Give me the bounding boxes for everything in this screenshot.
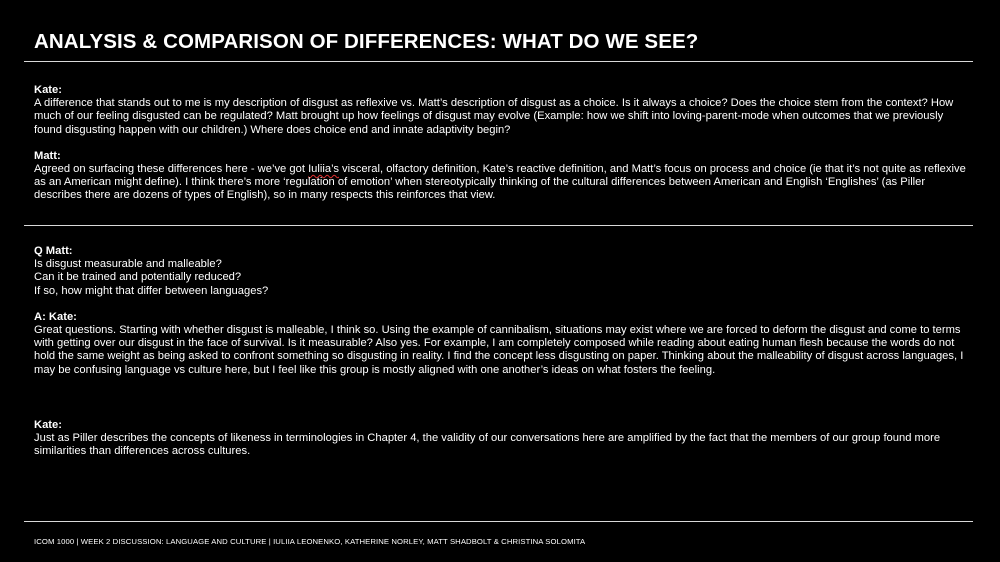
- matt-paragraph: Agreed on surfacing these differences here - we’ve got Iuliia’s visceral, olfactory definition, Kate’s reactive definition, and Matt’s focus on process and choice (ie that it’s not quite as reflexive as an American might define). I think there’s more ‘regulation of emotion’ when stereotypically thinking of the cultural differences between American and English ‘Englishes’ (as Piller describes there are dozens of types of English), so in many respects this reinforces that view.: [34, 163, 966, 202]
- discussion-block-conclusion: [34, 419, 969, 459]
- question-line: If so, how might that differ between languages?: [34, 284, 269, 297]
- discussion-block-qa: [34, 245, 969, 377]
- speaker-label-a-kate: A: Kate:: [34, 310, 77, 323]
- speaker-label-kate: Kate:: [34, 84, 62, 96]
- footer-credits: ICOM 1000 | WEEK 2 DISCUSSION: LANGUAGE AND CULTURE | IULIIA LEONENKO, KATHERINE NORLEY, MATT SHADBOLT & CHRISTINA SOLOMITA: [34, 537, 586, 546]
- speaker-label-matt: Matt:: [34, 149, 61, 162]
- question-line: Is disgust measurable and malleable?: [34, 258, 222, 271]
- kate-final-paragraph: Just as Piller describes the concepts of likeness in terminologies in Chapter 4, the validity of our conversations here are amplified by the fact that the members of our group found more similarities than differences across cultures.: [34, 432, 941, 458]
- spellcheck-flagged-word: Iuliia’s: [308, 163, 339, 176]
- kate-paragraph: A difference that stands out to me is my description of disgust as reflexive vs. Matt’s description of disgust as a choice. Is it always a choice? Does the choice stem from the context? How much of our feeling disgusted can be regulated? Matt brought up how feelings of disgust may evolve (Example: how we shift into loving-parent-mode when outcomes that we previously found disgusting happen with our children.) Where does choice end and innate adaptivity begin?: [34, 97, 954, 136]
- discussion-block-differences: [34, 84, 969, 203]
- top-divider: [24, 61, 973, 62]
- middle-divider: [24, 225, 973, 226]
- speaker-label-q-matt: Q Matt:: [34, 245, 73, 257]
- slide-title: ANALYSIS & COMPARISON OF DIFFERENCES: WHAT DO WE SEE?: [34, 30, 699, 53]
- speaker-label-kate-final: Kate:: [34, 419, 62, 431]
- bottom-divider: [24, 521, 973, 522]
- question-line: Can it be trained and potentially reduced?: [34, 271, 242, 284]
- answer-paragraph: Great questions. Starting with whether disgust is malleable, I think so. Using the example of cannibalism, situations may exist where we are forced to deform the disgust and come to terms with getting over our disgust in the face of survival. Is it measurable? Also yes. For example, I am completely composed while reading about eating human flesh because the words do not hold the same weight as being asked to confront something so disgusting in reality. I find the concept less disgusting on paper. Thinking about the malleability of disgust across languages, I may be confusing language vs culture here, but I feel like this group is mostly aligned with one another’s ideas on what fosters the feeling.: [34, 324, 964, 376]
